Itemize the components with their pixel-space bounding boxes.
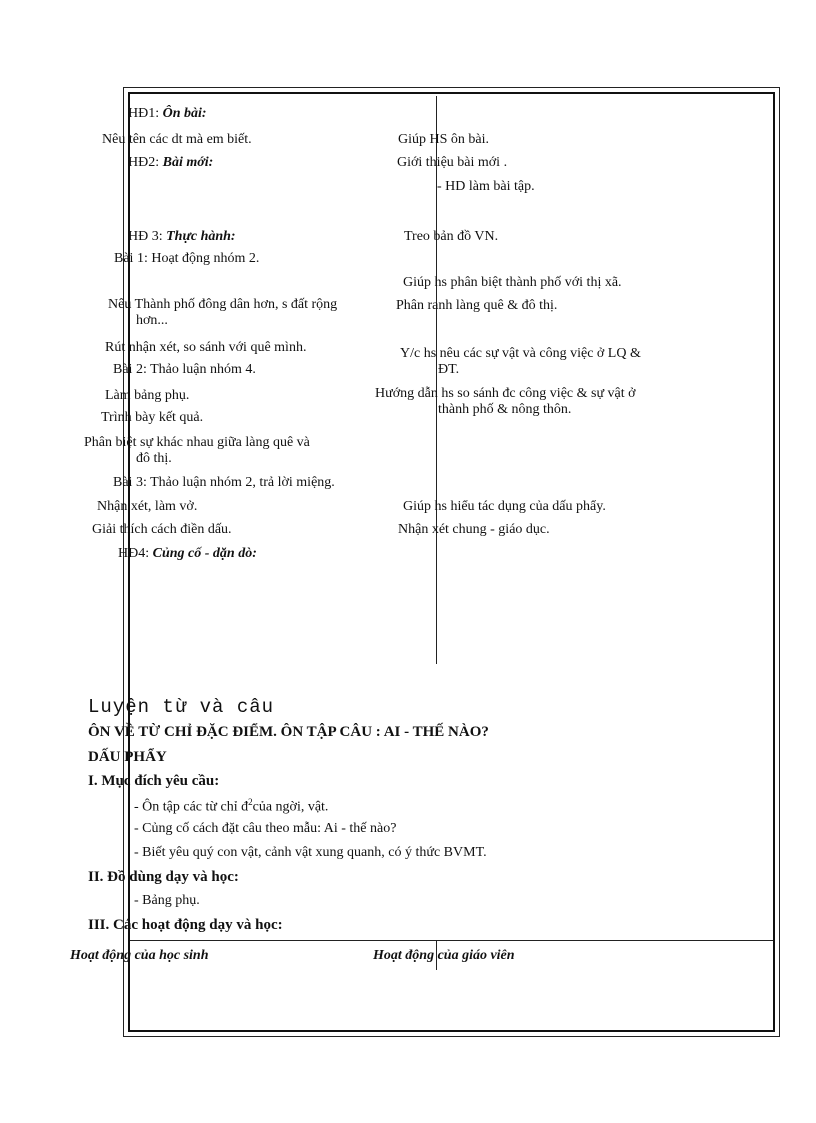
left-line-9: Bài 2: Thảo luận nhóm 4. [113, 362, 256, 377]
right-line-6: Phân ranh làng quê & đô thị. [396, 298, 558, 313]
left-line-4: HĐ 3: Thực hành: [128, 229, 236, 244]
right-line-11: Giúp hs hiểu tác dụng của dấu phẩy. [403, 499, 606, 514]
left-line-11: Trình bày kết quả. [101, 410, 204, 425]
right-line-12: Nhận xét chung - giáo dục. [398, 522, 550, 537]
material-1: - Bảng phụ. [134, 893, 200, 908]
right-line-4: Treo bản đồ VN. [404, 229, 499, 244]
section-materials: II. Đồ dùng dạy và học: [88, 869, 239, 885]
lesson-title-line1: ÔN VỀ TỪ CHỈ ĐẶC ĐIỂM. ÔN TẬP CÂU : AI - THẾ NÀO? [88, 724, 489, 740]
right-line-1: Giúp HS ôn bài. [398, 132, 489, 147]
left-line-1: HĐ1: Ôn bài: [128, 106, 207, 121]
right-line-9: Hướng dẫn hs so sánh đc công việc & sự vật ở [375, 386, 636, 401]
left-line-7: hơn... [136, 313, 168, 328]
objective-2: - Củng cố cách đặt câu theo mẫu: Ai - thế nào? [134, 821, 397, 836]
left-line-15: Nhận xét, làm vở. [97, 499, 198, 514]
section-objectives: I. Mục đích yêu cầu: [88, 773, 220, 789]
section-activities: III. Các hoạt động dạy và học: [88, 917, 283, 933]
objective-1: - Ôn tập các từ chỉ $đ^2của$ ngời, vật. [134, 797, 329, 815]
left-line-2: Nêu tên các dt mà em biết. [102, 132, 252, 147]
objective-3: - Biết yêu quý con vật, cảnh vật xung quanh, có ý thức BVMT. [134, 845, 487, 860]
right-line-8: ĐT. [438, 362, 460, 377]
right-line-10: thành phố & nông thôn. [438, 402, 572, 417]
left-line-3: HĐ2: Bài mới: [128, 155, 214, 170]
left-line-14: Bài 3: Thảo luận nhóm 2, trả lời miệng. [113, 475, 335, 490]
teacher-activity-header-cell [373, 940, 775, 970]
subject-title: Luyện từ và câu [88, 696, 275, 718]
student-activity-header: Hoạt động của học sinh [70, 948, 209, 963]
right-line-7: Y/c hs nêu các sự vật và công việc ở LQ & [400, 346, 641, 361]
left-line-5: Bài 1: Hoạt động nhóm 2. [114, 251, 260, 266]
teacher-activity-header: Hoạt động của giáo viên [373, 948, 515, 963]
right-line-5: Giúp hs phân biệt thành phố với thị xã. [403, 275, 622, 290]
right-line-3: - HD làm bài tập. [437, 179, 535, 194]
lesson-title-line2: DẤU PHẨY [88, 749, 167, 765]
right-line-2: Giới thiệu bài mới . [397, 155, 508, 170]
left-line-13: đô thị. [136, 451, 172, 466]
left-line-6: Nêu Thành phố đông dân hơn, s đất rộng [108, 297, 338, 312]
right-column [375, 100, 775, 570]
left-line-17: HĐ4: Củng cố - dặn dò: [118, 546, 257, 561]
left-line-16: Giải thích cách điền dấu. [92, 522, 232, 537]
left-line-12: Phân biệt sự khác nhau giữa làng quê và [84, 435, 310, 450]
left-line-8: Rút nhận xét, so sánh với quê mình. [105, 340, 307, 355]
left-column [84, 100, 436, 570]
left-line-10: Làm bảng phụ. [105, 388, 190, 403]
